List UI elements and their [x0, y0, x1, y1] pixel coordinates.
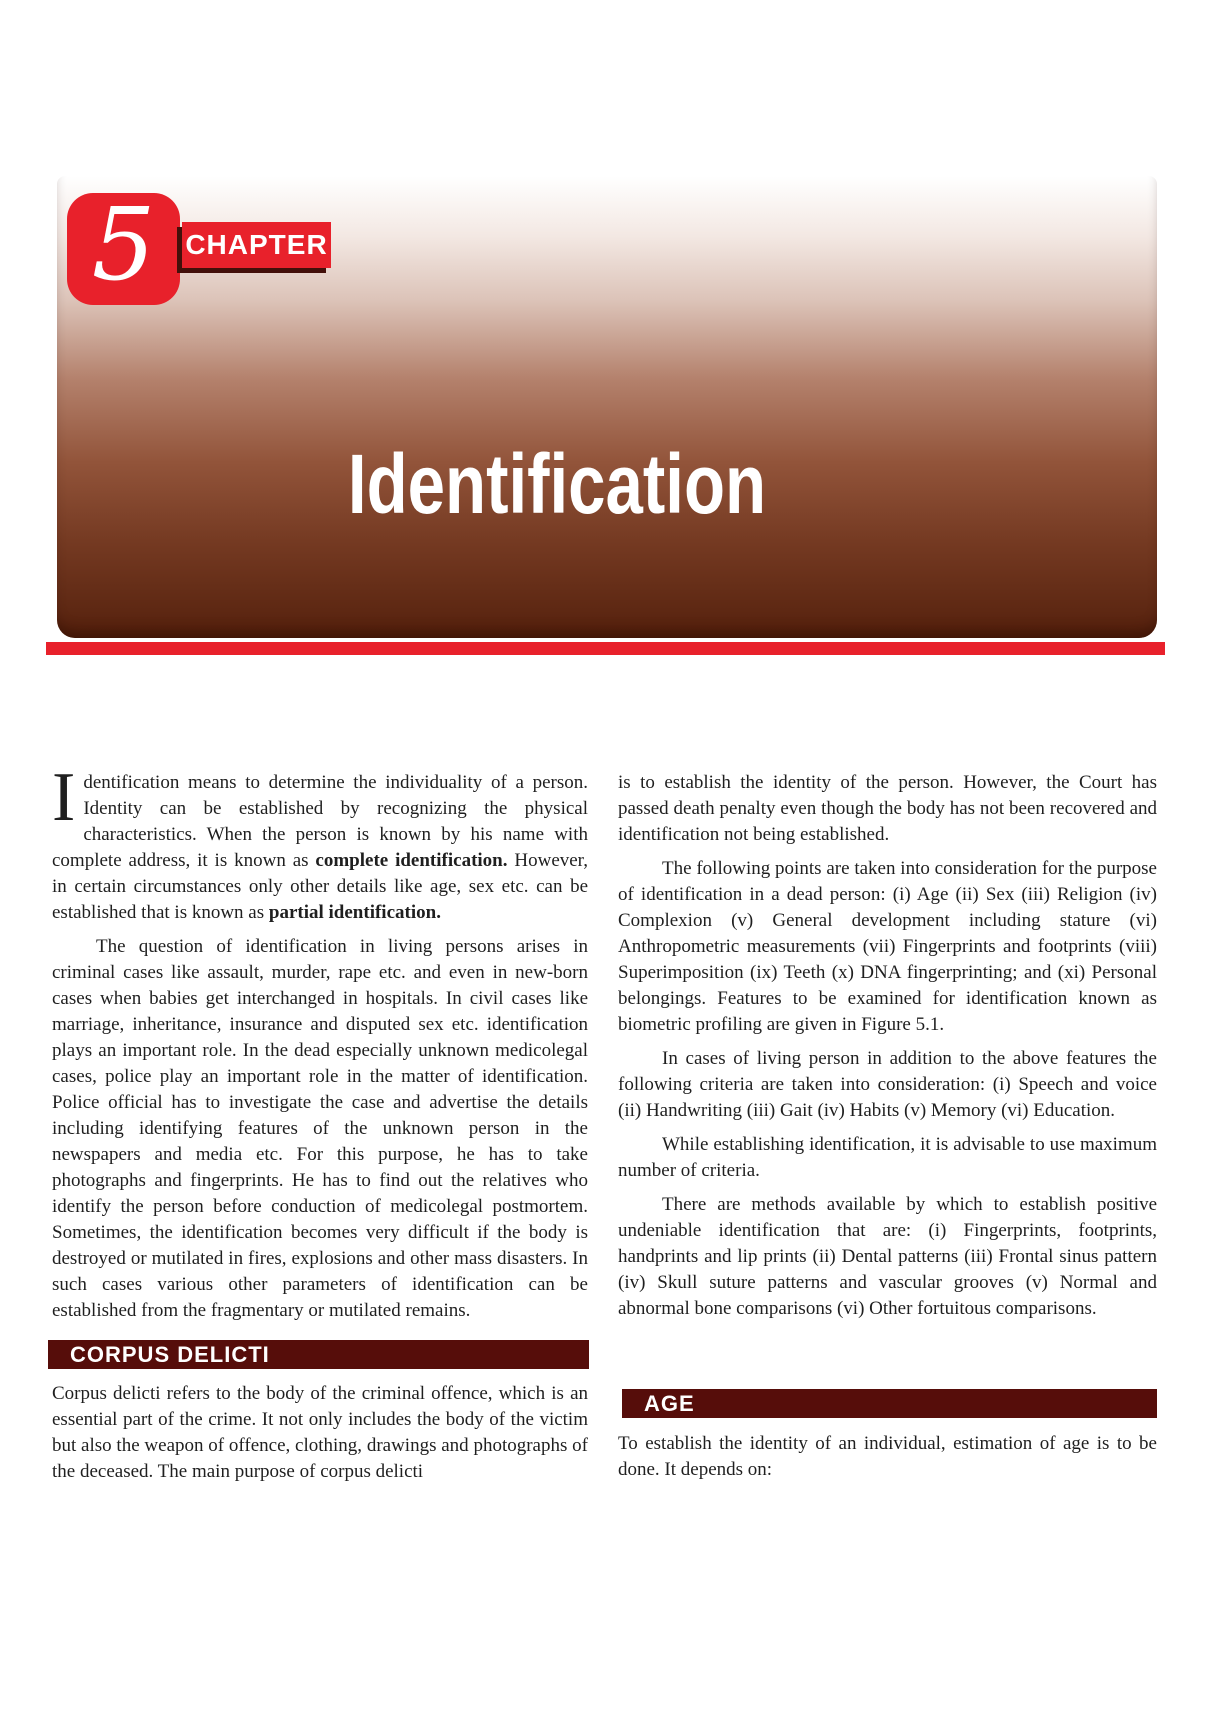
section-heading-corpus-delicti: [48, 1340, 589, 1369]
paragraph: There are methods available by which to establish positive undeniable identification that are: (i) Fingerprints, footprints, handprints and lip prints (ii) Dental patterns (iii) Frontal sinus pattern (iv) Skull suture patterns and vascular grooves (v) Normal and abnormal bone comparisons (vi) Other fortuitous comparisons.: [618, 1194, 1157, 1319]
paragraph: To establish the identity of an individual, estimation of age is to be done. It depends on:: [618, 1433, 1157, 1480]
chapter-number: 5: [91, 186, 156, 303]
intro-paragraph-text: dentification means to determine the individuality of a person. Identity can be established by recognizing the physical characteristics. When the person is known by his name with complete address, it is known as complete identification. However, in certain circumstances only other details like age, sex etc. can be established that is known as partial identification.: [52, 772, 588, 923]
corpus-delicti-section: [52, 1381, 588, 1493]
paragraph: The following points are taken into consideration for the purpose of identification in a dead person: (i) Age (ii) Sex (iii) Religion (iv) Complexion (v) General development including stature (vi) Anthropometric measurements (vii) Fingerprints and footprints (viii) Superimposition (ix) Teeth (x) DNA fingerprinting; and (xi) Personal belongings. Features to be examined for identification known as biometric profiling are given in Figure 5.1.: [618, 858, 1157, 1035]
page-title: Identification: [347, 437, 767, 531]
banner-underline: [46, 642, 1165, 655]
left-column: [52, 759, 588, 1332]
dropcap: I: [52, 759, 76, 836]
paragraph: Corpus delicti refers to the body of the criminal offence, which is an essential part of the crime. It not only includes the body of the victim but also the weapon of offence, clothing, drawings and photographs of the deceased. The main purpose of corpus delicti: [52, 1383, 588, 1482]
chapter-label: CHAPTER: [185, 229, 328, 260]
paragraph: is to establish the identity of the person. However, the Court has passed death penalty even though the body has not been recovered and identification not being established.: [618, 772, 1157, 845]
right-column: [618, 770, 1157, 1330]
paragraph: The question of identification in living persons arises in criminal cases like assault, murder, rape etc. and even in new-born cases when babies get interchanged in hospitals. In civil cases like marriage, inheritance, insurance and disputed sex etc. identification plays an important role. In the dead especially unknown medicolegal cases, police play an important role in the matter of identification. Police official has to investigate the case and advertise the details including identifying features of the unknown person in the newspapers and media etc. For this purpose, he has to take photographs and fingerprints. He has to find out the relatives who identify the person before conduction of medicolegal postmortem. Sometimes, the identification becomes very difficult if the body is destroyed or mutilated in fires, explosions and other mass disasters. In such cases various other parameters of identification can be established from the fragmentary or mutilated remains.: [52, 936, 588, 1321]
chapter-label-tab: [182, 222, 331, 268]
section-heading-age: [622, 1389, 1157, 1418]
paragraph: In cases of living person in addition to the above features the following criteria are taken into consideration: (i) Speech and voice (ii) Handwriting (iii) Gait (iv) Habits (v) Memory (vi) Education.: [618, 1048, 1157, 1121]
chapter-number-badge: [67, 186, 180, 305]
chapter-banner: [57, 176, 1157, 638]
intro-paragraph: [52, 759, 588, 926]
section-heading-label: CORPUS DELICTI: [70, 1342, 270, 1367]
paragraph: While establishing identification, it is advisable to use maximum number of criteria.: [618, 1134, 1157, 1181]
section-heading-label: AGE: [644, 1391, 695, 1416]
age-section: [618, 1431, 1157, 1491]
